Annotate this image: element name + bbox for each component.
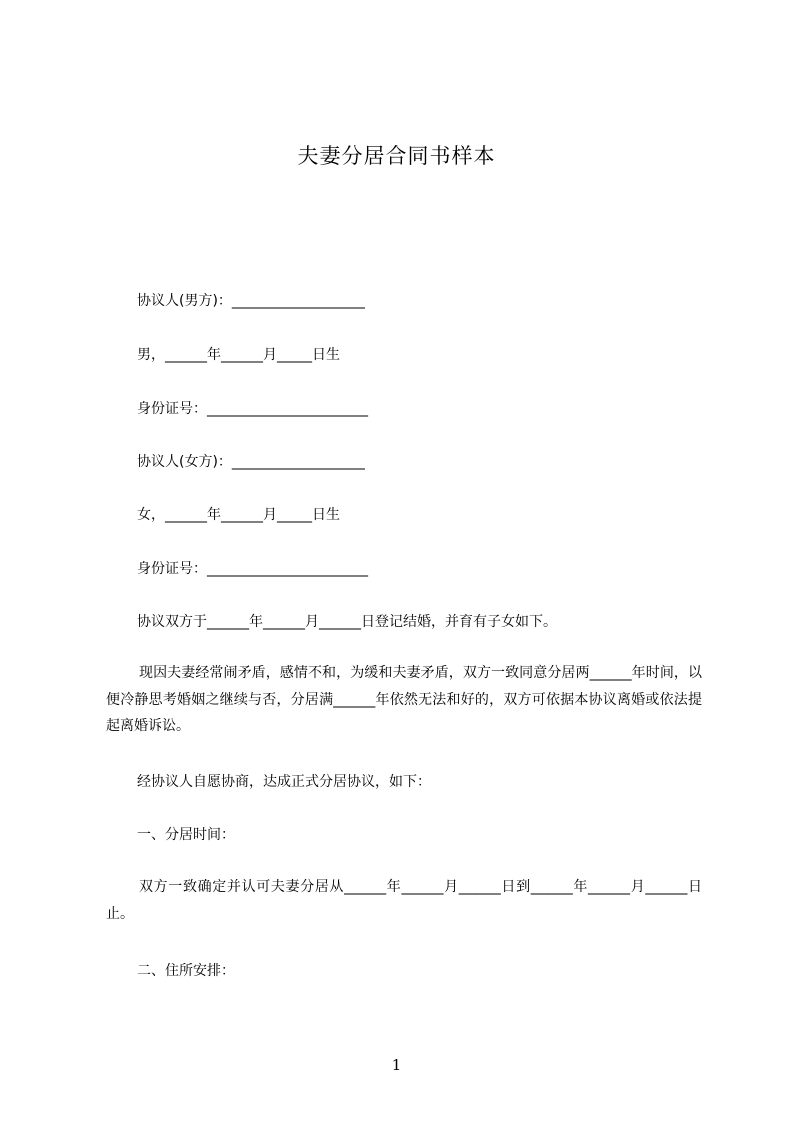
- male-id-number-line: 身份证号：_______________________: [137, 401, 368, 417]
- separation-period-paragraph: 双方一致确定并认可夫妻分居从______年______月______日到______年______月______日止。: [106, 879, 702, 922]
- female-id-number-line: 身份证号：_______________________: [137, 561, 368, 577]
- male-birthdate-line: 男，______年______月_____日生: [137, 347, 340, 363]
- female-party-line: 协议人(女方)：___________________: [137, 454, 365, 470]
- agreement-intro-line: 经协议人自愿协商，达成正式分居协议，如下：: [137, 774, 431, 790]
- male-party-line: 协议人(男方)：___________________: [137, 293, 365, 309]
- marriage-registration-line: 协议双方于______年______月______日登记结婚，并育有子女如下。: [137, 614, 557, 630]
- section-1-heading: 一、分居时间：: [137, 827, 235, 843]
- page-number: 1: [391, 1056, 402, 1074]
- document-title: 夫妻分居合同书样本: [297, 144, 496, 168]
- section-2-heading: 二、住所安排：: [137, 963, 235, 979]
- separation-reason-paragraph: 现因夫妻经常闹矛盾，感情不和，为缓和夫妻矛盾，双方一致同意分居两______年时间，以便冷静思考婚姻之继续与否，分居满______年依然无法和好的，双方可依据本协议离婚或依法提起离婚诉讼。: [106, 665, 702, 734]
- female-birthdate-line: 女，______年______月_____日生: [137, 507, 340, 523]
